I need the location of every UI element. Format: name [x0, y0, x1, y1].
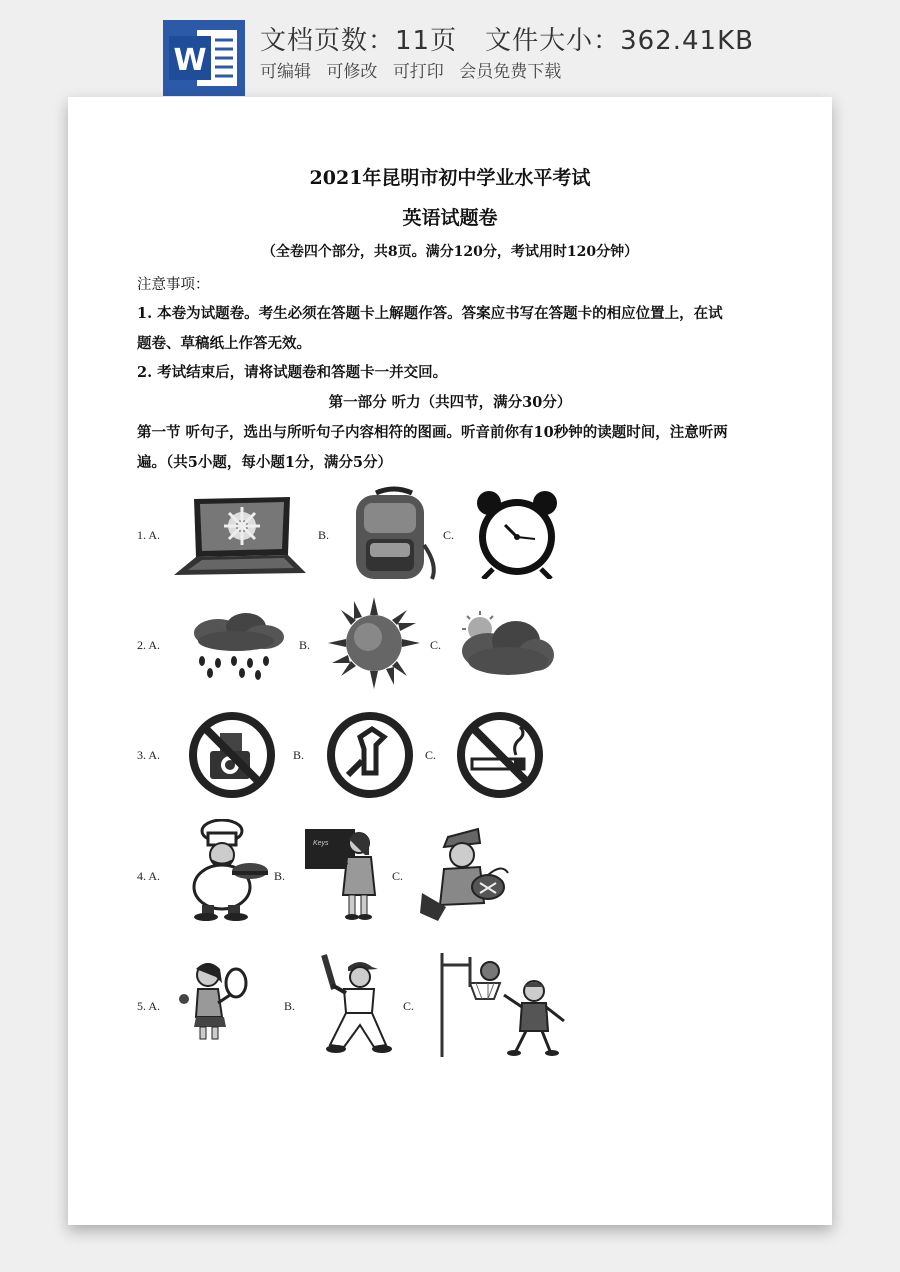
notice-heading: 注意事项：: [137, 277, 210, 293]
feature-modifiable: 可修改: [326, 62, 378, 82]
q4-label-a: 4. A.: [137, 869, 161, 883]
no-smoking-sign: [456, 711, 544, 799]
basketball-player-image: [436, 947, 576, 1061]
feature-member-download: 会员免费下载: [459, 62, 562, 82]
section-1-line-1: 第一节 听句子，选出与所听句子内容相符的图画。听音前你有10秒钟的读题时间，注意听两: [137, 424, 728, 441]
word-document-icon: [163, 20, 245, 96]
rule-1-line-2: 题卷、草稿纸上作答无效。: [137, 335, 311, 352]
q5-label-b: B.: [284, 999, 296, 1013]
backpack-image: [346, 485, 442, 583]
alarm-clock-image: [473, 487, 561, 579]
file-info: [260, 20, 754, 57]
exam-subtitle: 英语试题卷: [402, 207, 498, 229]
q2-label-a: 2. A.: [137, 638, 161, 652]
rule-1-line-1: 1. 本卷为试题卷。考生必须在答题卡上解题作答。答案应书写在答题卡的相应位置上，在试: [137, 305, 723, 322]
q1-label-a: 1. A.: [137, 528, 161, 542]
document-page[interactable]: [68, 97, 832, 1225]
svg-text:W: W: [173, 43, 207, 78]
q4-label-b: B.: [274, 869, 286, 883]
q3-label-a: 3. A.: [137, 748, 161, 762]
chef-image: [180, 819, 272, 921]
feature-printable: 可打印: [392, 62, 444, 82]
page-count: 文档页数：11页: [260, 26, 458, 56]
q1-label-b: B.: [318, 528, 330, 542]
download-banner: [0, 0, 900, 100]
q1-label-c: C.: [443, 528, 455, 542]
exam-note: （全卷四个部分，共8页。满分120分，考试用时120分钟）: [261, 244, 639, 260]
baseball-player-image: [308, 953, 398, 1057]
q3-label-b: B.: [293, 748, 305, 762]
sun-behind-cloud-image: [458, 611, 554, 677]
section-1-line-2: 遍。（共5小题，每小题1分，满分5分）: [137, 454, 393, 471]
feature-list: [260, 57, 571, 82]
no-touching-sign: [326, 711, 414, 799]
q3-label-c: C.: [425, 748, 437, 762]
sun-image: [328, 597, 420, 689]
q5-label-a: 5. A.: [137, 999, 161, 1013]
file-size: 文件大小：362.41KB: [485, 26, 754, 56]
teacher-image: [303, 825, 383, 923]
tennis-player-image: [178, 961, 250, 1045]
q2-label-c: C.: [430, 638, 442, 652]
exam-title: 2021年昆明市初中学业水平考试: [309, 167, 591, 189]
q2-label-b: B.: [299, 638, 311, 652]
no-photography-sign: [188, 711, 276, 799]
feature-editable: 可编辑: [260, 62, 311, 82]
q4-label-c: C.: [392, 869, 404, 883]
rule-2: 2. 考试结束后，请将试题卷和答题卡一并交回。: [137, 364, 448, 381]
laptop-image: [172, 495, 307, 577]
part-1-heading: 第一部分 听力（共四节，满分30分）: [328, 394, 572, 411]
rain-cloud-image: [188, 611, 288, 681]
svg-text:Keys: Keys: [313, 840, 329, 847]
q5-label-c: C.: [403, 999, 415, 1013]
fisherman-image: [418, 823, 514, 923]
